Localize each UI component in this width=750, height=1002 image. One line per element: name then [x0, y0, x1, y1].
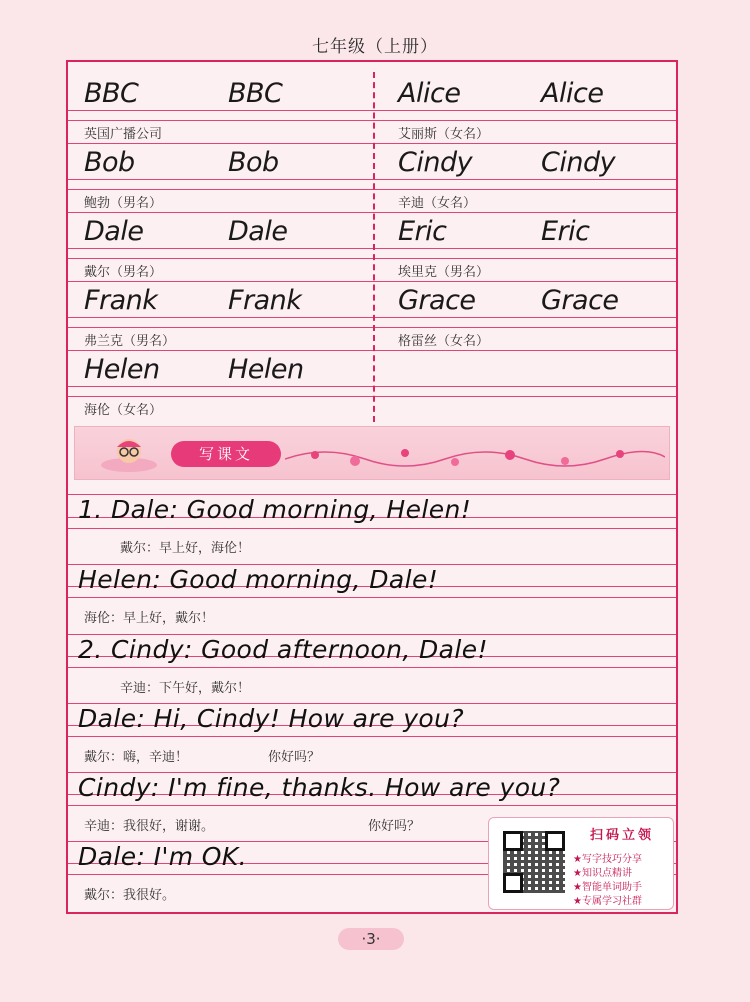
qr-item: ★知识点精讲 — [573, 868, 632, 879]
vocab-copy: Dale — [228, 216, 288, 247]
vocab-word: Grace — [398, 285, 476, 316]
vocab-copy: Frank — [228, 285, 302, 316]
page-number: ·3· — [338, 928, 404, 950]
vocab-copy: BBC — [228, 78, 283, 109]
vocab-copy: Alice — [541, 78, 604, 109]
vocab-gloss: 艾丽斯（女名） — [398, 127, 490, 142]
dialogue-line-en: Dale: I'm OK. — [78, 842, 248, 871]
dialogue-line-en: Dale: Hi, Cindy! How are you? — [78, 704, 465, 733]
section-banner — [74, 426, 670, 480]
dialogue-line-en: 2. Cindy: Good afternoon, Dale! — [78, 635, 488, 664]
vocab-gloss: 英国广播公司 — [84, 127, 163, 142]
vocab-word: Frank — [84, 285, 158, 316]
vocab-word: Helen — [84, 354, 160, 385]
dialogue-line-en: 1. Dale: Good morning, Helen! — [78, 495, 472, 524]
floral-vine-icon — [285, 435, 665, 475]
vocab-word: Alice — [398, 78, 461, 109]
vocab-gloss: 戴尔（男名） — [84, 265, 163, 280]
writing-frame — [66, 60, 678, 914]
vocab-gloss: 弗兰克（男名） — [84, 334, 176, 349]
vocab-word: Cindy — [398, 147, 473, 178]
qr-panel — [488, 817, 674, 910]
dialogue-line-zh: 戴尔：早上好，海伦！ — [120, 541, 251, 556]
vocab-word: BBC — [84, 78, 139, 109]
vocab-gloss: 鲍勃（男名） — [84, 196, 163, 211]
dialogue-line-zh: 海伦：早上好，戴尔！ — [84, 611, 215, 626]
vocab-gloss: 埃里克（男名） — [398, 265, 490, 280]
dialogue-line-zh: 辛迪：下午好，戴尔！ — [120, 681, 251, 696]
qr-item: ★写字技巧分享 — [573, 854, 642, 865]
qr-title: 扫码立领 — [579, 826, 665, 846]
dialogue-line-zh: 辛迪：我很好，谢谢。 — [84, 819, 215, 834]
vocab-copy: Eric — [541, 216, 590, 247]
dialogue-line-zh: 戴尔：嗨，辛迪！ — [84, 750, 189, 765]
qr-item: ★专属学习社群 — [573, 896, 642, 907]
vocab-gloss: 格雷丝（女名） — [398, 334, 490, 349]
vocab-copy: Grace — [541, 285, 619, 316]
page-title: 七年级（上册） — [312, 37, 438, 57]
vocab-copy: Helen — [228, 354, 304, 385]
column-divider — [373, 72, 375, 422]
dialogue-line-en: Helen: Good morning, Dale! — [78, 565, 439, 594]
vocab-copy: Bob — [228, 147, 279, 178]
section-label: 写课文 — [171, 441, 281, 467]
mascot-icon — [99, 435, 159, 473]
dialogue-line-zh-2: 你好吗？ — [368, 819, 421, 834]
vocab-gloss: 海伦（女名） — [84, 403, 163, 418]
dialogue-line-zh: 戴尔：我很好。 — [84, 888, 176, 903]
vocab-word: Dale — [84, 216, 144, 247]
vocab-copy: Cindy — [541, 147, 616, 178]
dialogue-line-en: Cindy: I'm fine, thanks. How are you? — [78, 773, 561, 802]
vocab-word: Bob — [84, 147, 135, 178]
vocab-gloss: 辛迪（女名） — [398, 196, 477, 211]
dialogue-line-zh-2: 你好吗？ — [268, 750, 321, 765]
vocab-word: Eric — [398, 216, 447, 247]
qr-item: ★智能单词助手 — [573, 882, 642, 893]
